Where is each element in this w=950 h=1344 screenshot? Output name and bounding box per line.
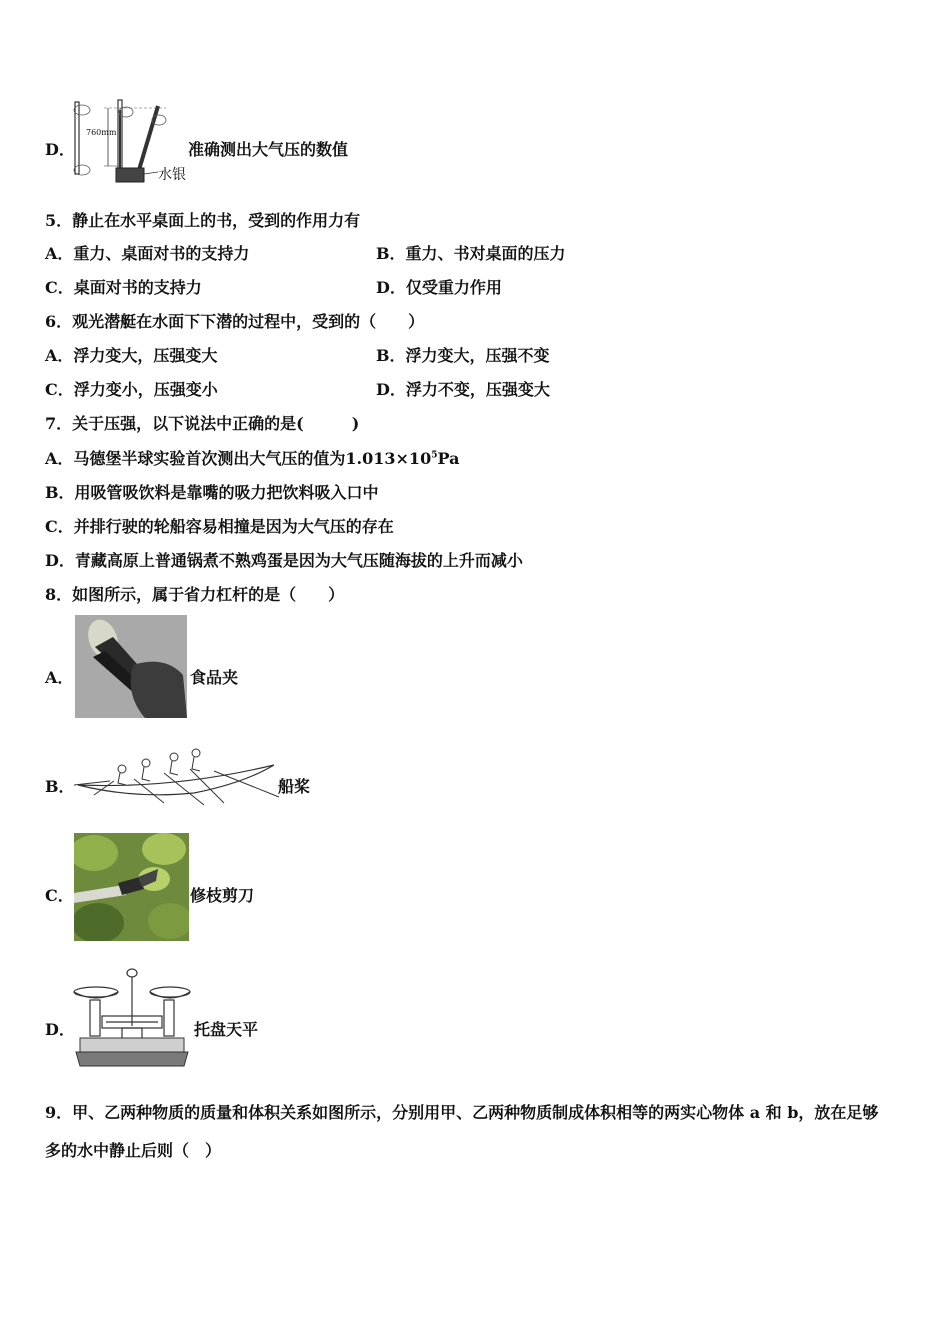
q4-option-d-label: D． bbox=[45, 140, 75, 159]
q8-option-a-label[interactable]: A． bbox=[45, 668, 74, 687]
q5-stem: 5．静止在水平桌面上的书，受到的作用力有 bbox=[45, 211, 361, 230]
q7-option-c[interactable]: C．并排行驶的轮船容易相撞是因为大气压的存在 bbox=[45, 517, 394, 536]
q7-stem: 7．关于压强，以下说法中正确的是( ) bbox=[45, 414, 360, 433]
q5-option-b[interactable]: B．重力、书对桌面的压力 bbox=[376, 244, 566, 263]
q6-stem: 6．观光潜艇在水面下下潜的过程中，受到的（ ） bbox=[45, 312, 425, 331]
q8-option-d-label[interactable]: D． bbox=[45, 1020, 75, 1039]
figure-mercury-label: 水银 bbox=[158, 167, 186, 183]
q8-option-c-label[interactable]: C． bbox=[45, 886, 74, 905]
rowing-boat-icon bbox=[74, 745, 284, 809]
q6-option-b[interactable]: B．浮力变大，压强不变 bbox=[376, 346, 550, 365]
figure-mm-label: 760mm bbox=[86, 128, 117, 137]
q8-option-d-caption: 托盘天平 bbox=[194, 1020, 259, 1039]
q7-option-b[interactable]: B．用吸管吸饮料是靠嘴的吸力把饮料吸入口中 bbox=[45, 483, 379, 502]
q7-option-d[interactable]: D．青藏高原上普通锅煮不熟鸡蛋是因为大气压随海拔的上升而减小 bbox=[45, 551, 523, 570]
q9-stem-line2: 多的水中静止后则（ ） bbox=[45, 1141, 222, 1160]
q8-option-b-caption: 船桨 bbox=[278, 777, 311, 796]
q7-option-a[interactable]: A．马德堡半球实验首次测出大气压的值为$1.013\times 10^5Pa$ bbox=[45, 449, 460, 468]
q6-option-d[interactable]: D．浮力不变，压强变大 bbox=[376, 380, 550, 399]
pruning-shears-icon bbox=[74, 833, 189, 941]
q8-option-b-label[interactable]: B． bbox=[45, 777, 75, 796]
q4-option-d-text: 准确测出大气压的数值 bbox=[188, 140, 349, 159]
food-tongs-icon bbox=[75, 615, 187, 718]
q5-option-a[interactable]: A．重力、桌面对书的支持力 bbox=[45, 244, 250, 263]
q8-stem: 8．如图所示，属于省力杠杆的是（ ） bbox=[45, 585, 345, 604]
q8-option-a-caption: 食品夹 bbox=[190, 668, 239, 687]
q9-stem-line1: 9．甲、乙两种物质的质量和体积关系如图所示，分别用甲、乙两种物质制成体积相等的两实心物体 a 和 b，放在足够 bbox=[45, 1103, 879, 1122]
q8-option-c-caption: 修枝剪刀 bbox=[190, 886, 255, 905]
q5-option-c[interactable]: C．桌面对书的支持力 bbox=[45, 278, 202, 297]
q6-option-a[interactable]: A．浮力变大，压强变大 bbox=[45, 346, 218, 365]
tray-balance-icon bbox=[72, 966, 192, 1072]
q5-option-d[interactable]: D．仅受重力作用 bbox=[376, 278, 502, 297]
q6-option-c[interactable]: C．浮力变小，压强变小 bbox=[45, 380, 218, 399]
